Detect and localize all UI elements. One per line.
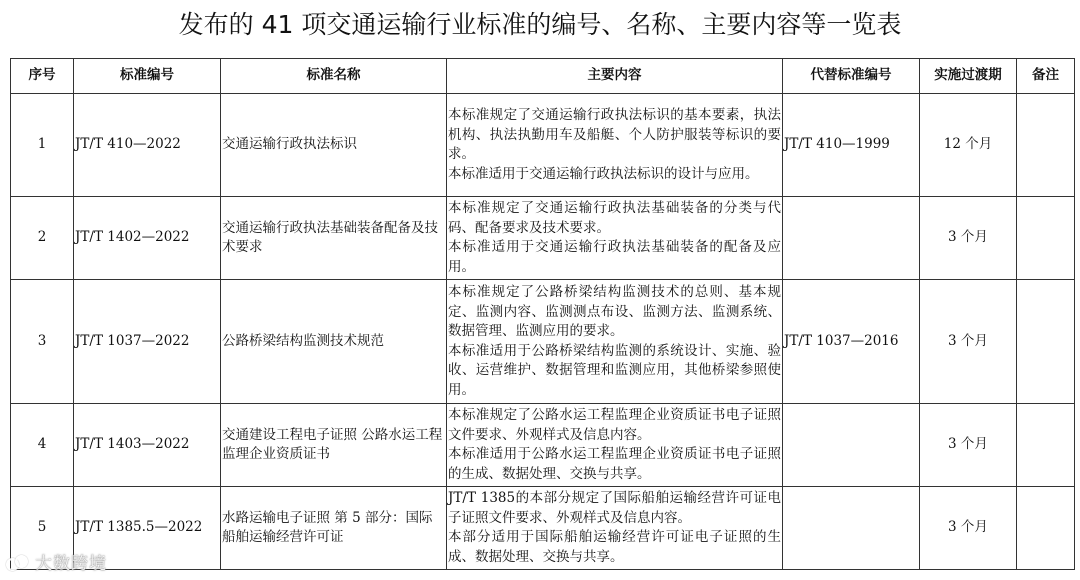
content-paragraph: 本标准规定了公路水运工程监理企业资质证书电子证照文件要求、外观样式及信息内容。 (448, 407, 781, 443)
page-title: 发布的 41 项交通运输行业标准的编号、名称、主要内容等一览表 (178, 10, 902, 39)
header-main-content: 主要内容 (447, 59, 783, 94)
cell-standard-name: 交通运输行政执法标识 (221, 94, 447, 197)
cell-serial: 4 (11, 404, 74, 487)
table-row (11, 487, 1075, 570)
content-paragraph: 本标准规定了交通运输行政执法标识的基本要素，执法机构、执法执勤用车及船艇、个人防护服装等标识的要求。 (448, 107, 781, 162)
content-paragraph: JT/T 1385的本部分规定了国际船舶运输经营许可证电子证照文件要求、外观样式及信息内容。 (448, 490, 781, 526)
cell-standard-name: 交通建设工程电子证照 公路水运工程监理企业资质证书 (221, 404, 447, 487)
cell-remark (1017, 487, 1075, 570)
cell-serial: 1 (11, 94, 74, 197)
standards-table (10, 58, 1075, 570)
cell-remark (1017, 94, 1075, 197)
cell-replaced-code: JT/T 410—1999 (783, 94, 920, 197)
cell-main-content (447, 280, 783, 404)
cell-standard-name: 公路桥梁结构监测技术规范 (221, 280, 447, 404)
header-serial: 序号 (11, 59, 74, 94)
table-row (11, 280, 1075, 404)
header-standard-code: 标准编号 (74, 59, 221, 94)
cell-remark (1017, 197, 1075, 280)
cell-main-content (447, 197, 783, 280)
cell-transition-period: 3 个月 (920, 404, 1017, 487)
cell-main-content (447, 487, 783, 570)
logo-circles-icon (6, 555, 32, 571)
content-paragraph: 本部分适用于国际船舶运输经营许可证电子证照的生成、数据处理、交换与共享。 (448, 529, 781, 565)
cell-standard-name: 水路运输电子证照 第 5 部分：国际船舶运输经营许可证 (221, 487, 447, 570)
cell-remark (1017, 404, 1075, 487)
cell-main-content (447, 404, 783, 487)
cell-standard-name: 交通运输行政执法基础装备配备及技术要求 (221, 197, 447, 280)
content-paragraph: 本标准规定了公路桥梁结构监测技术的总则、基本规定、监测内容、监测测点布设、监测方法、监测系统、数据管理、监测应用的要求。 (448, 284, 781, 339)
cell-serial: 5 (11, 487, 74, 570)
table-row (11, 404, 1075, 487)
table-header-row (11, 59, 1075, 94)
header-standard-name: 标准名称 (221, 59, 447, 94)
cell-replaced-code (783, 404, 920, 487)
watermark-text: 大数跨境 (35, 554, 107, 574)
content-paragraph: 本标准适用于交通运输行政执法标识的设计与应用。 (448, 165, 759, 182)
table-row (11, 197, 1075, 280)
cell-replaced-code (783, 487, 920, 570)
cell-replaced-code (783, 197, 920, 280)
cell-transition-period: 3 个月 (920, 487, 1017, 570)
cell-standard-code: JT/T 410—2022 (74, 94, 221, 197)
cell-transition-period: 3 个月 (920, 197, 1017, 280)
header-replaced-code: 代替标准编号 (783, 59, 920, 94)
cell-remark (1017, 280, 1075, 404)
content-paragraph: 本标准适用于交通运输行政执法基础装备的配备及应用。 (448, 239, 781, 275)
cell-standard-code: JT/T 1037—2022 (74, 280, 221, 404)
cell-main-content (447, 94, 783, 197)
cell-transition-period: 12 个月 (920, 94, 1017, 197)
cell-serial: 3 (11, 280, 74, 404)
header-transition-period: 实施过渡期 (920, 59, 1017, 94)
content-paragraph: 本标准适用于公路桥梁结构监测的系统设计、实施、验收、运营维护、数据管理和监测应用，其他桥梁参照使用。 (448, 342, 781, 398)
cell-standard-code: JT/T 1402—2022 (74, 197, 221, 280)
content-paragraph: 本标准适用于公路水运工程监理企业资质证书电子证照的生成、数据处理、交换与共享。 (448, 446, 781, 482)
cell-replaced-code: JT/T 1037—2016 (783, 280, 920, 404)
header-remark: 备注 (1017, 59, 1075, 94)
table-row (11, 94, 1075, 197)
cell-serial: 2 (11, 197, 74, 280)
cell-transition-period: 3 个月 (920, 280, 1017, 404)
watermark (6, 549, 107, 574)
cell-standard-code: JT/T 1385.5—2022 (74, 487, 221, 570)
cell-standard-code: JT/T 1403—2022 (74, 404, 221, 487)
content-paragraph: 本标准规定了交通运输行政执法基础装备的分类与代码、配备要求及技术要求。 (448, 200, 781, 236)
